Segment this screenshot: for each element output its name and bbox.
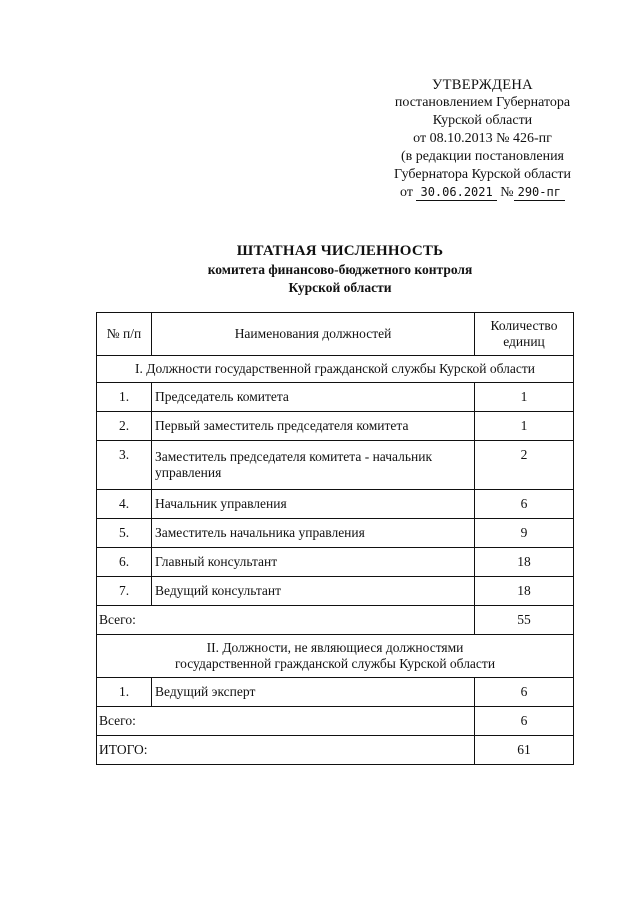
number-prefix: № xyxy=(500,185,514,200)
approval-line: Губернатора Курской области xyxy=(394,167,571,182)
row-name: Председатель комитета xyxy=(152,383,475,412)
approval-heading: УТВЕРЖДЕНА xyxy=(432,77,533,93)
title-sub1: комитета финансово-бюджетного контроля xyxy=(207,262,473,277)
table-header-row xyxy=(97,313,574,356)
document-title xyxy=(90,242,590,297)
row-qty: 2 xyxy=(475,441,574,490)
row-qty: 9 xyxy=(475,519,574,548)
header-qty: Количество единиц xyxy=(475,313,574,356)
section-title-row xyxy=(97,356,574,383)
row-num: 2. xyxy=(97,412,152,441)
total-value: 6 xyxy=(475,707,574,736)
section-title-row xyxy=(97,635,574,678)
total-value: 55 xyxy=(475,606,574,635)
table-row xyxy=(97,412,574,441)
row-num: 7. xyxy=(97,577,152,606)
row-qty: 1 xyxy=(475,383,574,412)
header-num: № п/п xyxy=(97,313,152,356)
section2-title: II. Должности, не являющиеся должностями государственной гражданской службы Курской области xyxy=(97,635,574,678)
title-main: ШТАТНАЯ ЧИСЛЕННОСТЬ xyxy=(236,243,444,259)
grand-total-label: ИТОГО: xyxy=(97,736,475,765)
row-qty: 6 xyxy=(475,490,574,519)
approval-line: (в редакции постановления xyxy=(400,149,565,164)
row-qty: 18 xyxy=(475,577,574,606)
approval-date-line xyxy=(380,184,585,202)
section1-title: I. Должности государственной гражданской службы Курской области xyxy=(97,356,574,383)
row-name: Начальник управления xyxy=(152,490,475,519)
title-sub2: Курской области xyxy=(288,280,392,295)
table-row xyxy=(97,519,574,548)
table-row xyxy=(97,548,574,577)
approval-line: от 08.10.2013 № 426-пг xyxy=(413,131,552,146)
section1-total-row xyxy=(97,606,574,635)
row-num: 1. xyxy=(97,678,152,707)
row-name: Первый заместитель председателя комитета xyxy=(152,412,475,441)
staff-table xyxy=(96,312,574,765)
approval-line: постановлением Губернатора xyxy=(394,95,571,110)
row-qty: 1 xyxy=(475,412,574,441)
approval-line: Курской области xyxy=(432,113,533,128)
row-name: Заместитель начальника управления xyxy=(152,519,475,548)
row-num: 1. xyxy=(97,383,152,412)
table-row xyxy=(97,383,574,412)
row-qty: 6 xyxy=(475,678,574,707)
row-name: Ведущий консультант xyxy=(152,577,475,606)
total-label: Всего: xyxy=(97,606,475,635)
header-name: Наименования должностей xyxy=(152,313,475,356)
table-row xyxy=(97,577,574,606)
date-prefix: от xyxy=(400,185,413,200)
row-qty: 18 xyxy=(475,548,574,577)
row-name: Заместитель председателя комитета - начальник управления xyxy=(152,441,475,490)
table-row xyxy=(97,490,574,519)
grand-total-row xyxy=(97,736,574,765)
date-value: 30.06.2021 xyxy=(416,185,496,201)
row-num: 4. xyxy=(97,490,152,519)
section2-total-row xyxy=(97,707,574,736)
row-num: 3. xyxy=(97,441,152,490)
row-num: 5. xyxy=(97,519,152,548)
table-row xyxy=(97,441,574,490)
row-name: Главный консультант xyxy=(152,548,475,577)
row-num: 6. xyxy=(97,548,152,577)
total-label: Всего: xyxy=(97,707,475,736)
row-name: Ведущий эксперт xyxy=(152,678,475,707)
grand-total-value: 61 xyxy=(475,736,574,765)
table-row xyxy=(97,678,574,707)
approval-stamp xyxy=(380,76,585,202)
number-value: 290-пг xyxy=(514,185,565,201)
